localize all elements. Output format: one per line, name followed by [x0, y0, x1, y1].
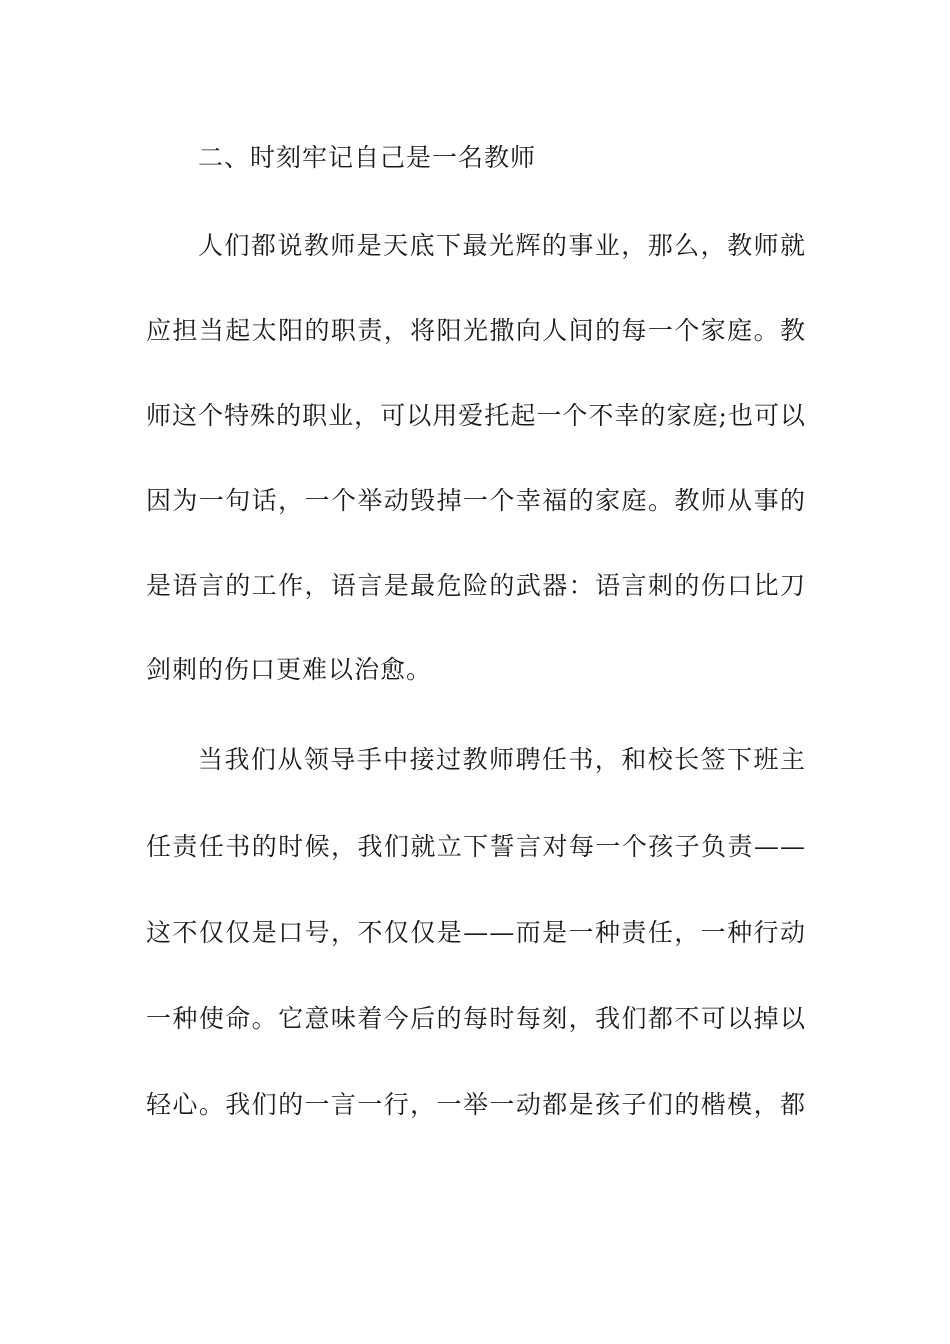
paragraph-line: 当我们从领导手中接过教师聘任书，和校长签下班主: [198, 745, 806, 774]
paragraph-line: 师这个特殊的职业，可以用爱托起一个不幸的家庭;也可以: [146, 401, 806, 430]
paragraph-line: 因为一句话，一个举动毁掉一个幸福的家庭。教师从事的: [146, 486, 806, 515]
paragraph-line: 这不仅仅是口号，不仅仅是——而是一种责任，一种行动: [146, 918, 806, 947]
paragraph-line: 轻心。我们的一言一行，一举一动都是孩子们的楷模，都: [146, 1090, 806, 1119]
paragraph-line: 人们都说教师是天底下最光辉的事业，那么，教师就: [198, 231, 806, 260]
paragraph-line: 一种使命。它意味着今后的每时每刻，我们都不可以掉以: [146, 1004, 806, 1033]
paragraph-line: 应担当起太阳的职责，将阳光撒向人间的每一个家庭。教: [146, 316, 806, 345]
paragraph-line: 剑刺的伤口更难以治愈。: [146, 655, 433, 684]
paragraph-line: 是语言的工作，语言是最危险的武器：语言刺的伤口比刀: [146, 571, 806, 600]
section-heading: 二、时刻牢记自己是一名教师: [198, 143, 537, 172]
paragraph-line: 任责任书的时候，我们就立下誓言对每一个孩子负责——: [146, 832, 806, 861]
